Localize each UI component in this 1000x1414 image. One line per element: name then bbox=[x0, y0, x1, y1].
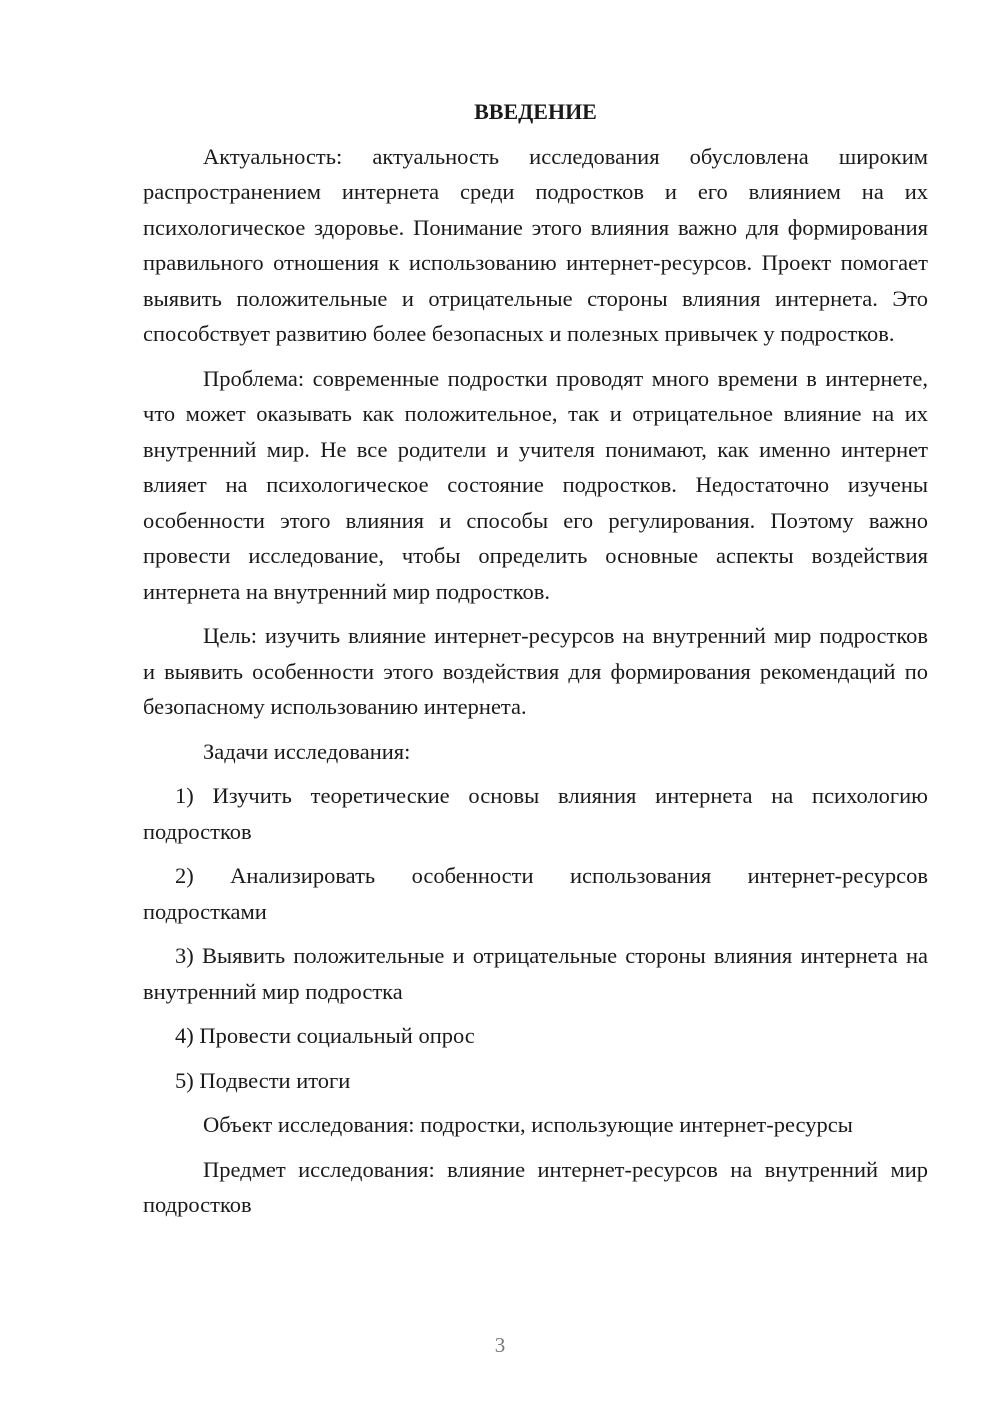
goal-paragraph: Цель: изучить влияние интернет-ресурсов на внутренний мир подростков и выявить особенности этого воздействия для формирования рекомендаций по безопасному использованию интернета. bbox=[143, 623, 928, 719]
problem-paragraph: Проблема: современные подростки проводят много времени в интернете, что может оказывать как положительное, так и отрицательное влияние на их внутренний мир. Не все родители и учителя понимают, как именно интернет влияет на психологическое состояние подростков. Недостаточно изучены особенности этого влияния и способы его регулирования. Поэтому важно провести исследование, чтобы определить основные аспекты воздействия интернета на внутренний мир подростков. bbox=[143, 365, 928, 604]
task-item-2: 2) Анализировать особенности использования интернет-ресурсов подростками bbox=[143, 863, 928, 924]
section-title: ВВЕДЕНИЕ bbox=[474, 99, 597, 124]
research-object: Объект исследования: подростки, использующие интернет-ресурсы bbox=[203, 1112, 853, 1137]
task-item-3: 3) Выявить положительные и отрицательные стороны влияния интернета на внутренний мир подростка bbox=[143, 943, 928, 1004]
task-item-1: 1) Изучить теоретические основы влияния интернета на психологию подростков bbox=[143, 783, 928, 844]
relevance-paragraph: Актуальность: актуальность исследования обусловлена широким распространением интернета среди подростков и его влиянием на их психологическое здоровье. Понимание этого влияния важно для формирования правильного отношения к использованию интернет-ресурсов. Проект помогает выявить положительные и отрицательные стороны влияния интернета. Это способствует развитию более безопасных и полезных привычек у подростков. bbox=[143, 143, 928, 346]
page-number: 3 bbox=[494, 1333, 506, 1357]
tasks-heading: Задачи исследования: bbox=[203, 738, 411, 764]
task-item-4: 4) Провести социальный опрос bbox=[175, 1023, 475, 1048]
task-item-5: 5) Подвести итоги bbox=[175, 1067, 351, 1093]
page-content bbox=[143, 94, 928, 1232]
research-subject: Предмет исследования: влияние интернет-ресурсов на внутренний мир подростков bbox=[143, 1156, 928, 1217]
